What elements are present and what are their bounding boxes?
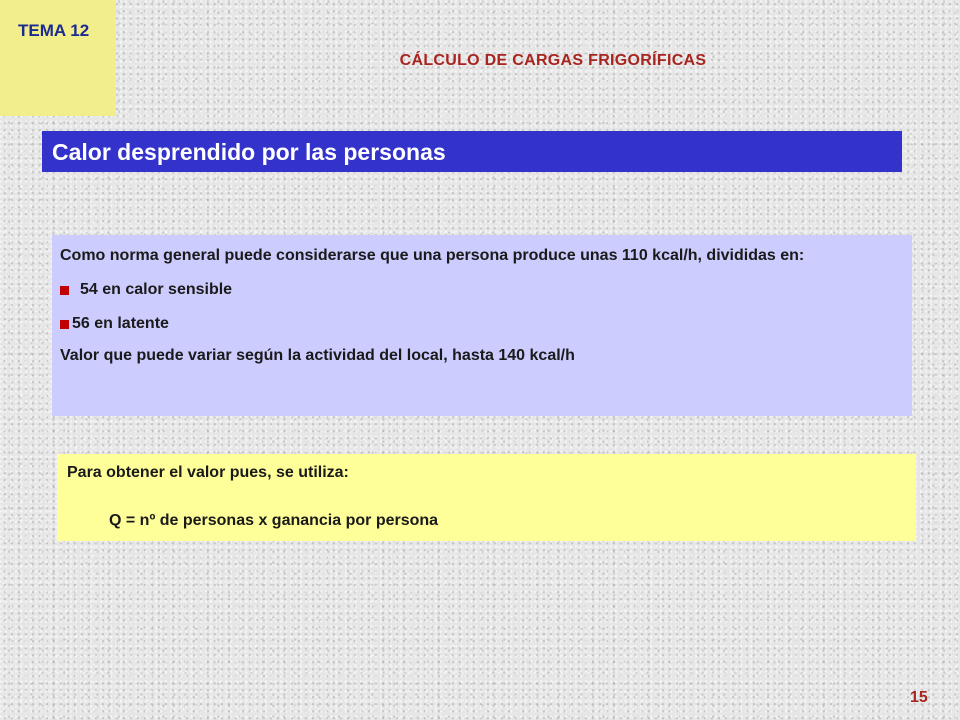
formula-equation: Q = nº de personas x ganancia por persona <box>109 512 439 529</box>
intro-text: Como norma general puede considerarse que una persona produce unas 110 kcal/h, divididas en: <box>60 247 805 264</box>
slide-title: CÁLCULO DE CARGAS FRIGORÍFICAS <box>399 52 707 69</box>
bullet-item-sensible <box>60 278 904 302</box>
bullet-label: 54 en calor sensible <box>80 281 233 298</box>
section-title: Calor desprendido por las personas <box>52 139 446 165</box>
formula-box <box>57 454 916 541</box>
section-header-bar <box>42 131 902 172</box>
formula-lead: Para obtener el valor pues, se utiliza: <box>67 464 349 481</box>
bullet-item-latente <box>60 312 904 336</box>
square-bullet-icon <box>60 286 69 295</box>
bullet-label: 56 en latente <box>72 315 169 332</box>
tema-box <box>0 0 116 116</box>
tema-label: TEMA 12 <box>18 21 90 40</box>
info-box <box>52 235 912 416</box>
closing-text: Valor que puede variar según la actividad del local, hasta 140 kcal/h <box>60 347 575 364</box>
page-number: 15 <box>910 689 928 706</box>
square-bullet-icon <box>60 320 69 329</box>
